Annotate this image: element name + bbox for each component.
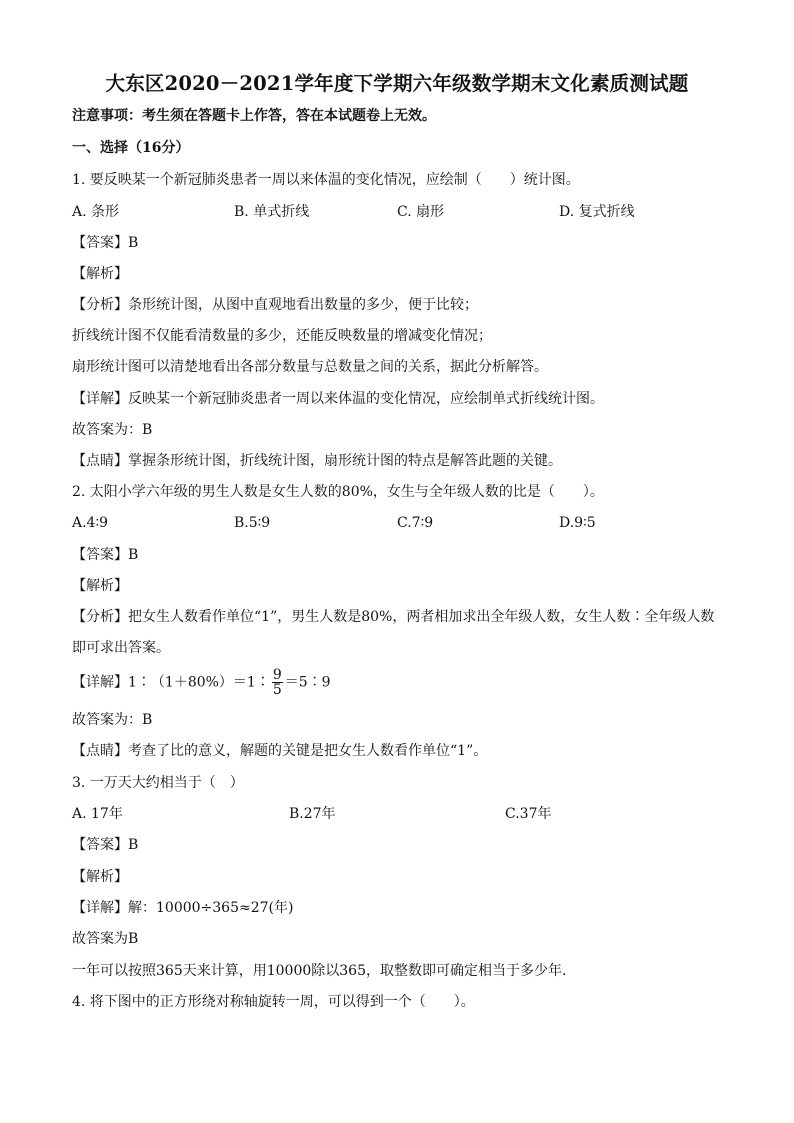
q1-option-c: C. 扇形 bbox=[397, 204, 445, 220]
q2-option-a: A.4∶9 bbox=[72, 515, 109, 531]
q2-option-c: C.7∶9 bbox=[397, 515, 434, 531]
q2-detail-suffix: ＝5∶9 bbox=[284, 674, 331, 691]
q3-option-c: C.37年 bbox=[505, 806, 552, 822]
q3-option-a: A. 17年 bbox=[72, 806, 123, 822]
q1-option-a: A. 条形 bbox=[72, 204, 120, 220]
fraction-numerator: 9 bbox=[272, 667, 282, 683]
q1-stem: 1. 要反映某一个新冠肺炎患者一周以来体温的变化情况，应绘制（ ）统计图。 bbox=[72, 172, 580, 188]
q1-tip: 【点睛】掌握条形统计图，折线统计图，扇形统计图的特点是解答此题的关键。 bbox=[72, 453, 562, 469]
notice: 注意事项：考生须在答题卡上作答，答在本试题卷上无效。 bbox=[72, 108, 436, 124]
q2-analysis-1: 【分析】把女生人数看作单位“1”，男生人数是80%，两者相加求出全年级人数，女生人数∶全年级人数 bbox=[72, 609, 715, 625]
fraction-nine-fifths bbox=[272, 668, 283, 697]
q1-conclusion: 故答案为：B bbox=[72, 422, 153, 438]
q1-analysis-1: 【分析】条形统计图，从图中直观地看出数量的多少，便于比较； bbox=[72, 297, 478, 313]
q3-conclusion: 故答案为B bbox=[72, 931, 139, 947]
q3-stem: 3. 一万天大约相当于（ ） bbox=[72, 775, 244, 791]
q2-option-b: B.5∶9 bbox=[234, 515, 271, 531]
q1-option-b: B. 单式折线 bbox=[234, 204, 310, 220]
q1-option-d: D. 复式折线 bbox=[559, 204, 635, 220]
q2-analysis-label: 【解析】 bbox=[72, 578, 128, 594]
q2-detail-prefix: 【详解】1∶（1＋80%）＝1∶ bbox=[72, 674, 270, 691]
q3-detail: 【详解】解：10000÷365≈27(年) bbox=[72, 900, 294, 916]
q2-option-d: D.9∶5 bbox=[559, 515, 596, 531]
q2-detail bbox=[72, 668, 331, 697]
q3-analysis-label: 【解析】 bbox=[72, 869, 128, 885]
q2-tip: 【点睛】考查了比的意义，解题的关键是把女生人数看作单位“1”。 bbox=[72, 743, 488, 759]
q1-analysis-2: 折线统计图不仅能看清数量的多少，还能反映数量的增减变化情况； bbox=[72, 328, 492, 344]
q3-note: 一年可以按照365天来计算，用10000除以365，取整数即可确定相当于多少年. bbox=[72, 963, 567, 979]
q3-option-b: B.27年 bbox=[289, 806, 336, 822]
q2-analysis-2: 即可求出答案。 bbox=[72, 640, 170, 656]
q1-analysis-3: 扇形统计图可以清楚地看出各部分数量与总数量之间的关系，据此分析解答。 bbox=[72, 359, 548, 375]
q2-answer: 【答案】B bbox=[72, 547, 139, 563]
section-heading-choice: 一、选择（16分） bbox=[72, 140, 190, 156]
q4-stem: 4. 将下图中的正方形绕对称轴旋转一周，可以得到一个（ ）。 bbox=[72, 994, 475, 1010]
q2-conclusion: 故答案为：B bbox=[72, 712, 153, 728]
exam-title: 大东区2020－2021学年度下学期六年级数学期末文化素质测试题 bbox=[105, 72, 689, 95]
q2-stem: 2. 太阳小学六年级的男生人数是女生人数的80%，女生与全年级人数的比是（ ）。 bbox=[72, 484, 604, 500]
q1-answer: 【答案】B bbox=[72, 235, 139, 251]
q1-detail: 【详解】反映某一个新冠肺炎患者一周以来体温的变化情况，应绘制单式折线统计图。 bbox=[72, 391, 604, 407]
q1-analysis-label: 【解析】 bbox=[72, 266, 128, 282]
fraction-denominator: 5 bbox=[272, 682, 282, 698]
q3-answer: 【答案】B bbox=[72, 837, 139, 853]
